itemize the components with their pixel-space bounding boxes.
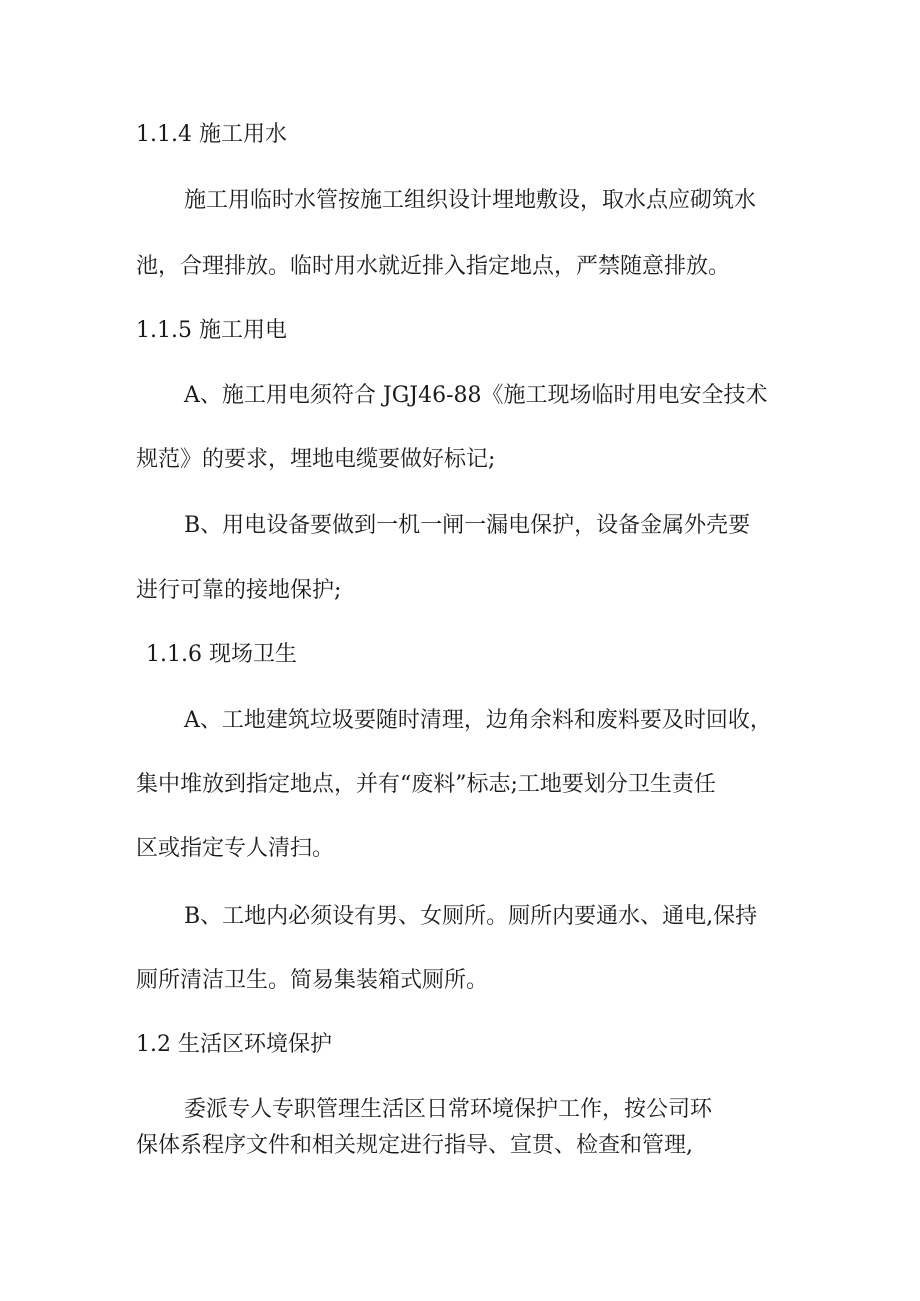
paragraph-line: A、工地建筑垃圾要随时清理，边角余料和废料要及时回收， — [184, 708, 772, 733]
paragraph-line: A、施工用电须符合 JGJ46-88《施工现场临时用电安全技术 — [184, 383, 768, 408]
section-heading-1-1-6: 1.1.6 现场卫生 — [146, 642, 297, 667]
paragraph-line: 规范》的要求，埋地电缆要做好标记; — [136, 447, 496, 472]
paragraph-line: 集中堆放到指定地点，并有“废料”标志;工地要划分卫生责任 — [136, 772, 716, 797]
paragraph-line: B、用电设备要做到一机一闸一漏电保护，设备金属外壳要 — [184, 513, 751, 538]
paragraph-line: 区或指定专人清扫。 — [136, 836, 335, 861]
paragraph-line: B、工地内必须设有男、女厕所。厕所内要通水、通电,保持 — [184, 904, 758, 929]
paragraph-line: 厕所清洁卫生。简易集装箱式厕所。 — [136, 968, 489, 993]
section-heading-1-1-5: 1.1.5 施工用电 — [136, 318, 287, 343]
paragraph-line: 保体系程序文件和相关规定进行指导、宣贯、检查和管理, — [136, 1133, 693, 1158]
paragraph-line: 池，合理排放。临时用水就近排入指定地点，严禁随意排放。 — [136, 254, 731, 279]
paragraph-line: 施工用临时水管按施工组织设计埋地敷设，取水点应砌筑水 — [184, 188, 757, 213]
paragraph-line: 委派专人专职管理生活区日常环境保护工作，按公司环 — [184, 1097, 713, 1122]
section-heading-1-2: 1.2 生活区环境保护 — [136, 1032, 332, 1057]
paragraph-line: 进行可靠的接地保护; — [136, 578, 342, 603]
section-heading-1-1-4: 1.1.4 施工用水 — [136, 122, 287, 147]
